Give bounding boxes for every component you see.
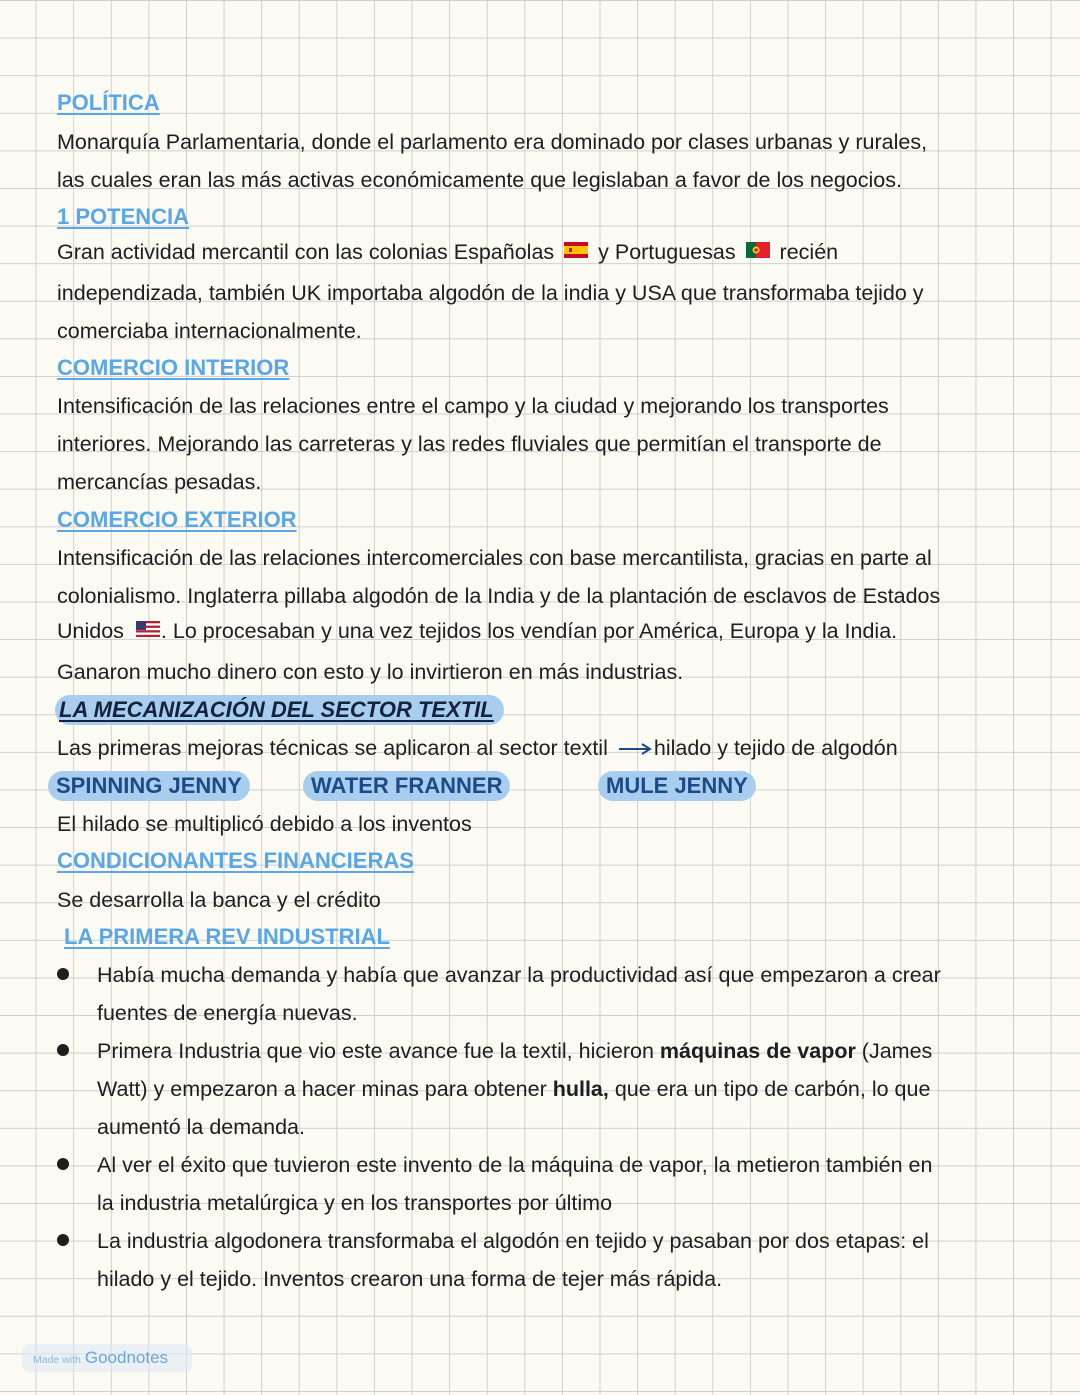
made-with-goodnotes-badge	[22, 1344, 192, 1372]
bullet-2-text-a: Primera Industria que vio este avance fue la textil, hicieron	[97, 1039, 660, 1063]
exterior-text-a: Unidos	[57, 619, 124, 643]
mecanizacion-text-a: Las primeras mejoras técnicas se aplicaron al sector textil	[57, 736, 608, 760]
bullet-3-line-2: la industria metalúrgica y en los transportes por último	[97, 1191, 613, 1215]
interior-line-3: mercancías pesadas.	[57, 470, 262, 494]
bullet-4-line-2: hilado y el tejido. Inventos crearon una forma de tejer más rápida.	[97, 1267, 723, 1291]
title-mecanizacion: LA MECANIZACIÓN DEL SECTOR TEXTIL	[55, 695, 504, 725]
exterior-line-2: colonialismo. Inglaterra pillaba algodón de la India y de la plantación de esclavos de Estados	[57, 584, 941, 608]
arrow-right-icon	[618, 736, 652, 762]
bullet-1-line-1: Había mucha demanda y había que avanzar la productividad así que empezaron a crear	[97, 963, 941, 987]
heading-comercio-interior: COMERCIO INTERIOR	[57, 355, 290, 380]
bullet-3	[57, 1158, 69, 1170]
portugal-flag-icon	[746, 238, 770, 264]
bullet-2-text-c: Watt) y empezaron a hacer minas para obtener	[97, 1077, 553, 1101]
invention-water-franner: WATER FRANNER	[303, 771, 510, 801]
bullet-2-bold-a: máquinas de vapor	[659, 1039, 856, 1063]
bullet-1-line-2: fuentes de energía nuevas.	[97, 1001, 358, 1025]
potencia-text-a: Gran actividad mercantil con las colonias Españolas	[57, 240, 555, 264]
mecanizacion-result: El hilado se multiplicó debido a los inventos	[57, 812, 472, 836]
mecanizacion-line	[57, 735, 898, 762]
exterior-line-3	[57, 618, 897, 645]
bullet-4-line-1: La industria algodonera transformaba el algodón en tejido y pasaban por dos etapas: el	[97, 1229, 929, 1253]
bullet-2-line-1	[97, 1038, 932, 1064]
heading-politica: POLÍTICA	[57, 90, 160, 115]
bullet-2-text-b: (James	[855, 1039, 933, 1063]
bullet-1	[57, 968, 69, 980]
bullet-2-bold-b: hulla,	[552, 1077, 609, 1101]
interior-line-1: Intensificación de las relaciones entre el campo y la ciudad y mejorando los transportes	[57, 394, 889, 418]
bullet-3-line-1: Al ver el éxito que tuvieron este invento de la máquina de vapor, la metieron también en	[97, 1153, 933, 1177]
financieras-line: Se desarrolla la banca y el crédito	[57, 888, 381, 912]
bullet-2-text-d: que era un tipo de carbón, lo que	[608, 1077, 931, 1101]
potencia-text-c: recién	[779, 240, 839, 264]
usa-flag-icon	[136, 617, 160, 643]
politica-line-2: las cuales eran las más activas económicamente que legislaban a favor de los negocios.	[57, 168, 902, 192]
potencia-line-2: independizada, también UK importaba algodón de la india y USA que transformaba tejido y	[57, 281, 924, 305]
mecanizacion-text-b: hilado y tejido de algodón	[653, 736, 898, 760]
potencia-text-b: y Portuguesas	[598, 240, 736, 264]
politica-line-1: Monarquía Parlamentaria, donde el parlamento era dominado por clases urbanas y rurales,	[57, 130, 928, 154]
invention-mule-jenny: MULE JENNY	[598, 771, 756, 801]
exterior-line-4: Ganaron mucho dinero con esto y lo invirtieron en más industrias.	[57, 660, 684, 684]
heading-potencia: 1 POTENCIA	[57, 204, 190, 229]
potencia-line-3: comerciaba internacionalmente.	[57, 319, 362, 343]
made-with-label: Made with	[33, 1354, 81, 1366]
spain-flag-icon	[564, 238, 588, 264]
bullet-2	[57, 1044, 69, 1056]
heading-comercio-exterior: COMERCIO EXTERIOR	[57, 507, 297, 532]
invention-spinning-jenny: SPINNING JENNY	[48, 771, 250, 801]
heading-primera-rev-industrial: LA PRIMERA REV INDUSTRIAL	[64, 924, 390, 949]
heading-condicionantes-financieras: CONDICIONANTES FINANCIERAS	[57, 848, 414, 873]
bullet-4	[57, 1234, 69, 1246]
goodnotes-brand: Goodnotes	[84, 1348, 169, 1367]
bullet-2-line-3: aumentó la demanda.	[97, 1115, 305, 1139]
potencia-line-1	[57, 239, 838, 266]
exterior-line-1: Intensificación de las relaciones intercomerciales con base mercantilista, gracias en parte al	[57, 546, 932, 570]
bullet-2-line-2	[97, 1076, 930, 1102]
interior-line-2: interiores. Mejorando las carreteras y las redes fluviales que permitían el transporte de	[57, 432, 882, 456]
exterior-text-b: . Lo procesaban y una vez tejidos los vendían por América, Europa y la India.	[160, 619, 898, 643]
